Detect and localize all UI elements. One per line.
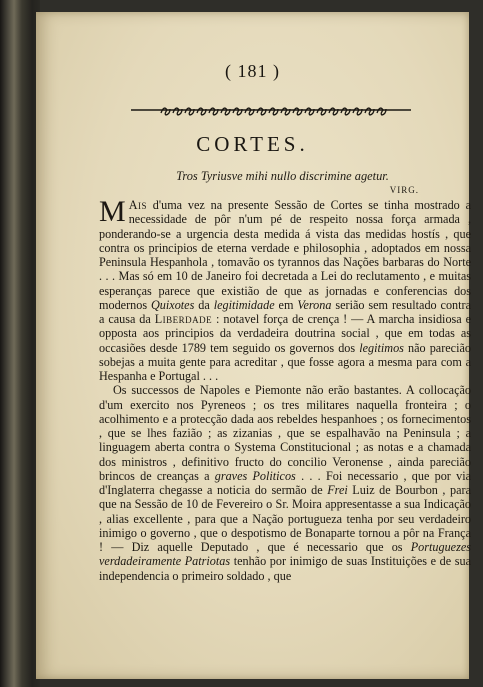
ornamental-rule (131, 104, 411, 116)
ornament-scroll (185, 108, 194, 115)
paragraph-2 (99, 383, 471, 583)
text-run: em (274, 297, 298, 312)
page (36, 12, 472, 679)
epigraph: Tros Tyriusve mihi nullo discrimine agetur. (176, 169, 389, 183)
text-run: : notavel força de crença ! — A marcha insidiosa e opposta aos principios da verdadeira doutrina social , que em todas as occasiões desde 1789 tem seguido os governos dos (99, 312, 471, 355)
italic-run: legitimos (359, 340, 404, 355)
italic-run: Quixotes (151, 297, 195, 312)
ornament-scroll (317, 108, 326, 115)
text-run: serião sem resultado contra a causa da (99, 297, 472, 326)
text-run: Os successos de Napoles e Piemonte não erão bastantes. A collocação d'um exercito nos Pyreneos ; os tres militares naquella fronteira ; o acolhimento e a protecção dada aos rebeldes hespanhoes ; os fornecimentos , que se lhes fazião ; as zizanias , que se espalhavão na Peninsula ; a linguagem aberta contra o Systema Constitucional ; as notas e a chamada dos ministros , definitivo fructo do concilio Veronense , ainda parecião brincos de creanças a (99, 383, 471, 483)
article-title: CORTES. (196, 132, 309, 156)
text-run: tenhão por inimigo de suas Instituições e de sua independencia o primeiro soldado , que (99, 554, 471, 583)
ornament-scroll (233, 108, 242, 115)
ornament-scroll (209, 108, 218, 115)
page-number: ( 181 ) (225, 61, 280, 81)
italic-run: Frei (327, 483, 348, 497)
book-gutter (0, 0, 40, 687)
ornament-scroll (377, 108, 386, 115)
ornament-scroll (341, 108, 350, 115)
small-caps-run: Liberdade (154, 312, 213, 326)
paragraph-1 (99, 195, 472, 383)
ornament-scroll (245, 108, 254, 115)
paragraph-2-text (99, 383, 471, 582)
first-word-rest: Ais (128, 198, 147, 212)
text-run: d'uma vez na presente Sessão de Cortes se tinha mostrado a necessidade de pôr n'um pé de respeito nossa força armada , ponderando-se a urgencia desta medida á vista das medidas hostís , que contra os principios de eterna verdade e philosophia , adoptados em nossa Peninsula Hespanhola , tomavão os tyrannos das Nações barbaras do Norte . . . Mas só em 10 de Janeiro foi decretada a Lei do reclutamento , e muitas esperanças parece que existião de que as jornadas e conferencias dos modernos (99, 198, 471, 312)
ornament-scroll (293, 108, 302, 115)
drop-cap: M (99, 195, 126, 228)
text-run: não parecião sobejas a muita gente para acreditar , que fosse agora a mesma para com a Hespanha e Portugal . . . (99, 340, 471, 383)
ornament-scroll (305, 108, 314, 115)
ornament-scroll (173, 108, 182, 115)
ornament-scroll (257, 108, 266, 115)
text-run: da (194, 297, 214, 312)
paragraph-1-text (99, 195, 472, 383)
ornament-scroll (161, 108, 170, 115)
article-body (99, 195, 472, 583)
ornament-scroll (329, 108, 338, 115)
italic-run: legitimidade (213, 297, 275, 312)
ornament-scroll (269, 108, 278, 115)
italic-run: Portuguezes verdadeiramente Patriotas (99, 540, 471, 569)
ornament-svg (131, 104, 411, 116)
ornament-scroll (353, 108, 362, 115)
italic-run: Verona (297, 297, 332, 312)
ornament-scroll (221, 108, 230, 115)
ornament-scroll (281, 108, 290, 115)
ornament-scroll (365, 108, 374, 115)
text-run: . . . Foi necessario , que por via d'Inglaterra chegasse a noticia do sermão de (99, 468, 471, 497)
text-run: Luiz de Bourbon , para que na Sessão de 10 de Fevereiro o Sr. Moira appresentasse a sua Indicação , alias excellente , para que a Nação portugueza tenha por seu verdadeiro inimigo o governo , que o despotismo de Bonaparte tornou a pôr na França ! — Diz aquelle Deputado , que é necessario que os (99, 483, 471, 554)
italic-run: graves Politicos (214, 468, 296, 483)
ornament-scroll (197, 108, 206, 115)
epigraph-source: VIRG. (389, 185, 419, 195)
